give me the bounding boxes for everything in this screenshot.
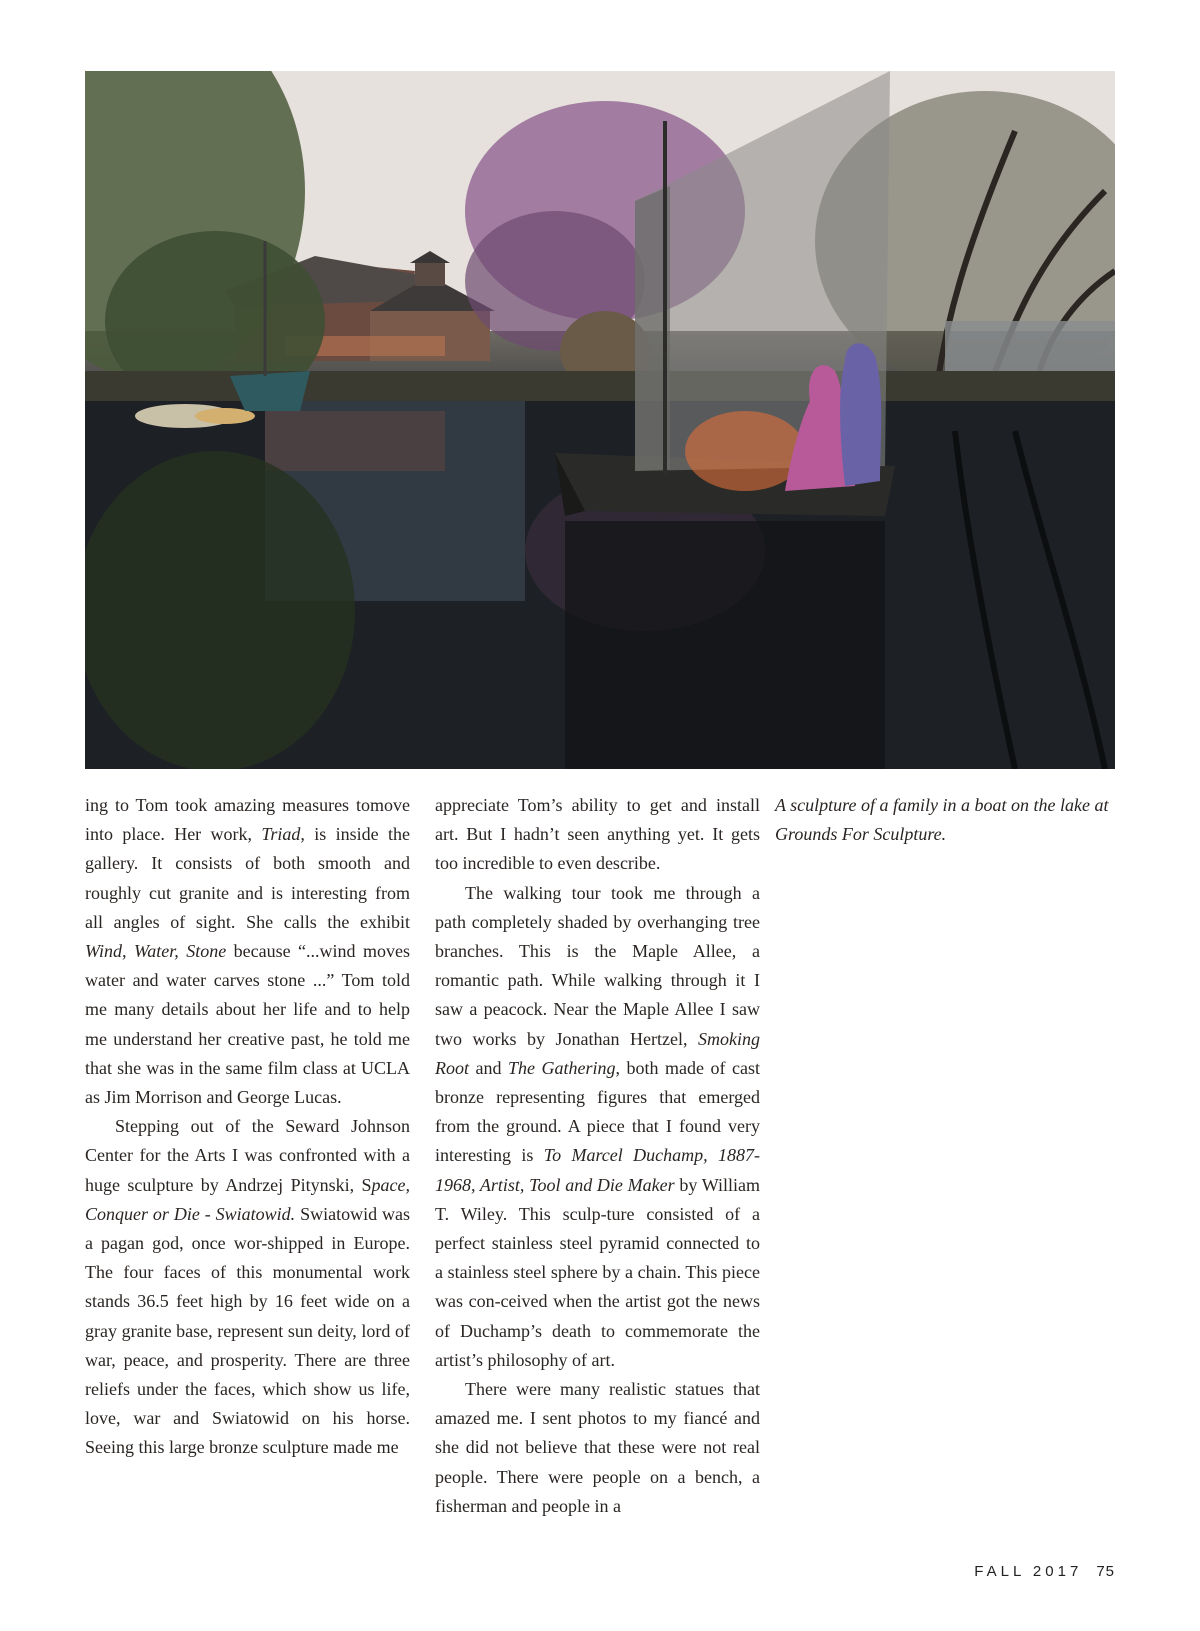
text-run: because “...wind moves water and water carves stone ...” Tom told me many details about her life and to help me understand her creative past, he told me that she was in the same film class at UCLA as Jim Morrison and George Lucas. bbox=[85, 941, 410, 1108]
artwork-title: The Gathering bbox=[508, 1057, 616, 1078]
paragraph bbox=[85, 791, 410, 1112]
text-run: The walking tour took me through a path completely shaded by overhanging tree branches. This is the Maple Allee, a romantic path. While walking through it I saw a peacock. Near the Maple Allee I saw two works by Jonathan Hertzel, bbox=[435, 882, 760, 1049]
paragraph bbox=[435, 879, 760, 1375]
article-column-1 bbox=[85, 791, 410, 1463]
artwork-title: pace, Conquer or Die - Swiatowid. bbox=[85, 1174, 410, 1224]
text-run: and bbox=[469, 1057, 508, 1078]
text-run: is inside the gallery. It consists of both smooth and roughly cut granite and is interesting from all angles of sight. She calls the exhibit bbox=[85, 824, 410, 932]
artwork-title: Triad, bbox=[261, 824, 305, 845]
page-number: 75 bbox=[1096, 1563, 1115, 1580]
paragraph bbox=[85, 1112, 410, 1462]
artwork-title: Smoking Root bbox=[435, 1028, 760, 1078]
paragraph: There were many realistic statues that amazed me. I sent photos to my fiancé and she did not believe that these were not real people. There were people on a bench, a fisherman and people in a bbox=[435, 1379, 760, 1516]
lake-boat-sculpture-photo bbox=[85, 71, 1115, 769]
text-run: Stepping out of the Seward Johnson Center for the Arts I was confronted with a huge sculpture by Andrzej Pitynski, S bbox=[85, 1116, 410, 1195]
text-run: Swiatowid was a pagan god, once wor-shipped in Europe. The four faces of this monumental work stands 36.5 feet high by 16 feet wide on a gray granite base, represent sun deity, lord of war, peace, and prosperity. There are three reliefs under the faces, which show us life, love, war and Swiatowid on his horse. Seeing this large bronze sculpture made me bbox=[85, 1203, 410, 1458]
issue-label: FALL 2017 bbox=[974, 1563, 1083, 1580]
text-run: by William T. Wiley. This sculp-ture consisted of a perfect stainless steel pyramid connected to a stainless steel sphere by a chain. This piece was con-ceived when the artist got the news of Duchamp’s death to commemorate the artist’s philosophy of art. bbox=[435, 1174, 761, 1370]
paragraph: appreciate Tom’s ability to get and install art. But I hadn’t seen anything yet. It gets too incredible to even describe. bbox=[435, 795, 760, 874]
photo-caption: A sculpture of a family in a boat on the lake at Grounds For Sculpture. bbox=[775, 795, 1109, 845]
text-run: ing to Tom took amazing measures tomove into place. Her work, bbox=[85, 795, 410, 845]
text-run: , both made of cast bronze representing figures that emerged from the ground. A piece that I found very interesting is bbox=[435, 1057, 760, 1166]
artwork-title: To Marcel Duchamp, 1887-1968, Artist, Tool and Die Maker bbox=[435, 1145, 760, 1195]
exhibit-title: Wind, Water, Stone bbox=[85, 941, 227, 962]
photo-illustration bbox=[85, 71, 1115, 769]
page-footer bbox=[974, 1563, 1115, 1580]
article-column-2 bbox=[435, 791, 760, 1521]
